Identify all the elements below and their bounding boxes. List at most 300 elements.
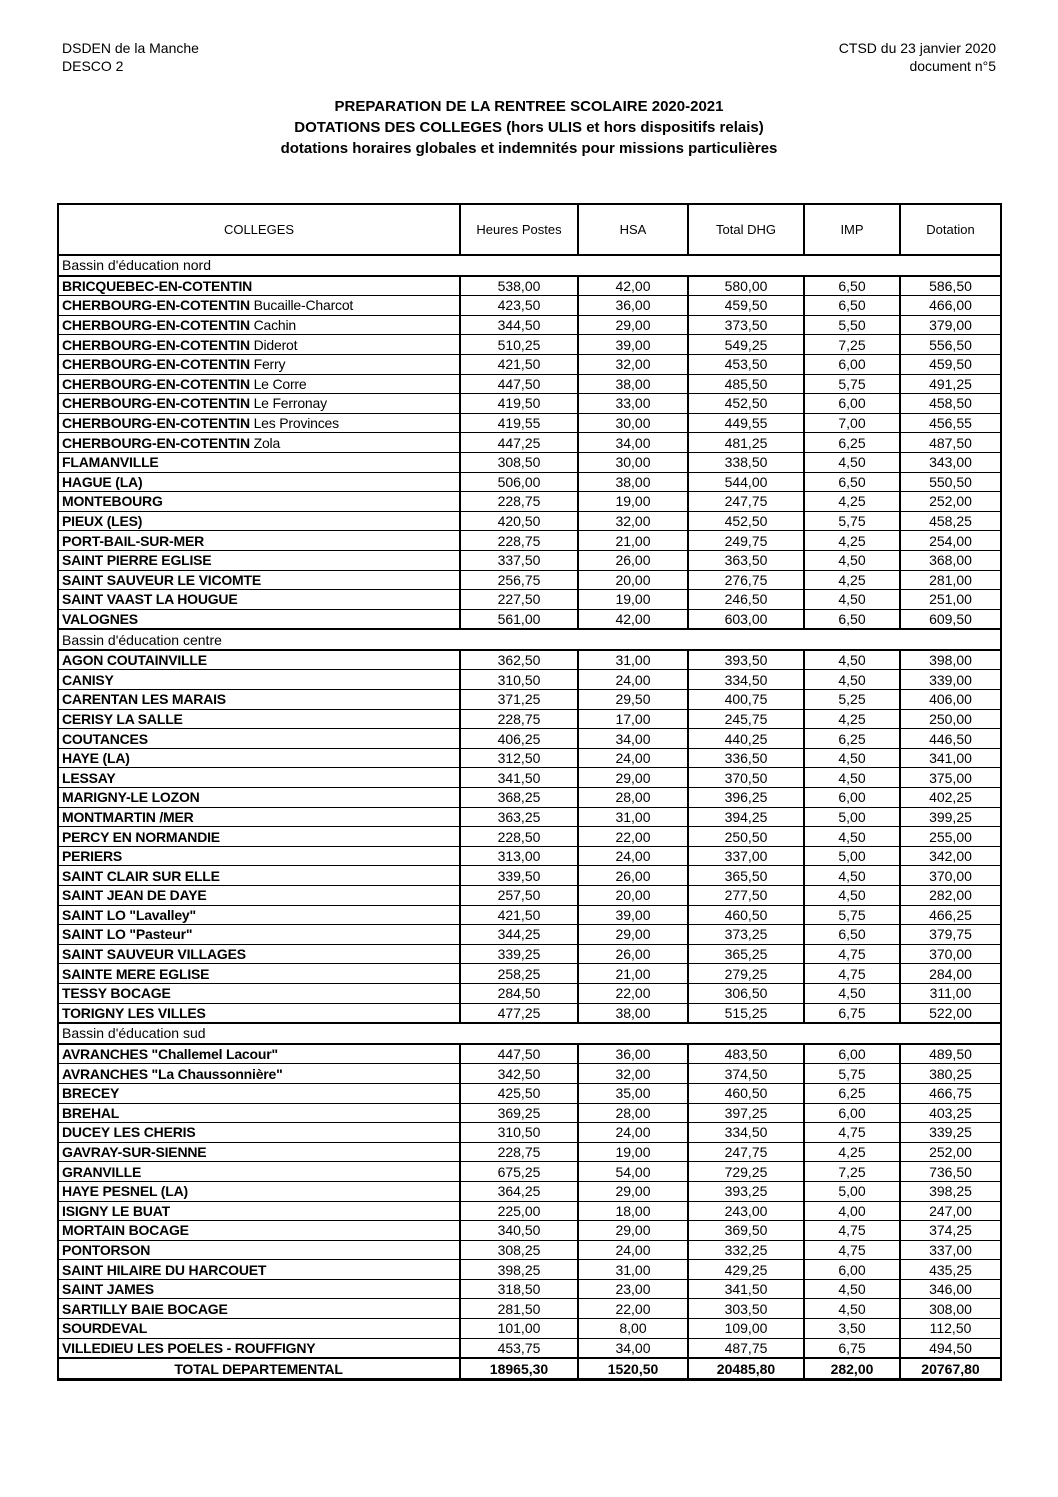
- cell-dotation: 282,00: [900, 886, 1001, 906]
- cell-imp: 5,00: [804, 846, 900, 866]
- college-name: [58, 374, 460, 394]
- cell-hsa: 38,00: [578, 1003, 688, 1023]
- college-name-site: Zola: [249, 434, 281, 451]
- cell-imp: 5,75: [804, 1064, 900, 1084]
- cell-total-dhg: 393,25: [688, 1181, 804, 1201]
- cell-heures-postes: 447,50: [460, 374, 578, 394]
- cell-dotation: 339,25: [900, 1123, 1001, 1143]
- cell-imp: 4,25: [804, 1142, 900, 1162]
- table-row: [58, 709, 1001, 729]
- college-name-main: SAINT PIERRE EGLISE: [62, 552, 212, 569]
- college-name-main: SAINT SAUVEUR VILLAGES: [62, 946, 246, 963]
- cell-dotation: 308,00: [900, 1299, 1001, 1319]
- cell-imp: 6,50: [804, 609, 900, 629]
- college-name-main: CHERBOURG-EN-COTENTIN: [62, 434, 250, 451]
- college-name-site: Le Ferronay: [249, 395, 327, 412]
- col-header-hsa: HSA: [578, 204, 688, 255]
- cell-total-dhg: 544,00: [688, 472, 804, 492]
- table-row: [58, 452, 1001, 472]
- cell-imp: 5,00: [804, 807, 900, 827]
- total-dotation: 20767,80: [900, 1358, 1001, 1379]
- table-header-row: [58, 204, 1001, 255]
- college-name-main: ISIGNY LE BUAT: [62, 1202, 170, 1219]
- college-name-main: CHERBOURG-EN-COTENTIN: [62, 356, 250, 373]
- table-row: [58, 846, 1001, 866]
- cell-imp: 5,00: [804, 1181, 900, 1201]
- table-row: [58, 670, 1001, 690]
- cell-imp: 4,25: [804, 570, 900, 590]
- college-name: [58, 1083, 460, 1103]
- college-name-main: BRECEY: [62, 1085, 120, 1102]
- cell-hsa: 24,00: [578, 1123, 688, 1143]
- cell-hsa: 39,00: [578, 335, 688, 355]
- cell-hsa: 20,00: [578, 886, 688, 906]
- college-name: [58, 1279, 460, 1299]
- cell-total-dhg: 373,50: [688, 315, 804, 335]
- cell-imp: 5,25: [804, 690, 900, 710]
- cell-hsa: 22,00: [578, 983, 688, 1003]
- cell-dotation: 402,25: [900, 788, 1001, 808]
- cell-dotation: 374,25: [900, 1221, 1001, 1241]
- college-name-main: VALOGNES: [62, 610, 138, 627]
- college-name-main: COUTANCES: [62, 730, 148, 747]
- cell-imp: 6,00: [804, 788, 900, 808]
- college-name: [58, 983, 460, 1003]
- cell-hsa: 33,00: [578, 394, 688, 414]
- cell-hsa: 29,00: [578, 1181, 688, 1201]
- table-row: [58, 768, 1001, 788]
- cell-heures-postes: 225,00: [460, 1201, 578, 1221]
- cell-imp: 4,75: [804, 1221, 900, 1241]
- cell-heures-postes: 339,25: [460, 944, 578, 964]
- college-name-main: SAINT SAUVEUR LE VICOMTE: [62, 571, 261, 588]
- cell-imp: 4,50: [804, 768, 900, 788]
- college-name-main: DUCEY LES CHERIS: [62, 1124, 196, 1141]
- cell-heures-postes: 308,25: [460, 1240, 578, 1260]
- cell-dotation: 398,00: [900, 650, 1001, 670]
- table-row: [58, 1260, 1001, 1280]
- table-row: [58, 1083, 1001, 1103]
- table-row: [58, 1064, 1001, 1084]
- cell-heures-postes: 281,50: [460, 1299, 578, 1319]
- cell-hsa: 8,00: [578, 1319, 688, 1339]
- cell-total-dhg: 580,00: [688, 276, 804, 296]
- cell-dotation: 466,75: [900, 1083, 1001, 1103]
- cell-imp: 6,00: [804, 354, 900, 374]
- cell-dotation: 247,00: [900, 1201, 1001, 1221]
- cell-dotation: 458,25: [900, 511, 1001, 531]
- college-name: [58, 1003, 460, 1023]
- title-line-2: DOTATIONS DES COLLEGES (hors ULIS et hors dispositifs relais): [294, 119, 764, 136]
- cell-heures-postes: 363,25: [460, 807, 578, 827]
- college-name: [58, 1123, 460, 1143]
- cell-dotation: 406,00: [900, 690, 1001, 710]
- table-row: [58, 1319, 1001, 1339]
- cell-heures-postes: 477,25: [460, 1003, 578, 1023]
- cell-hsa: 24,00: [578, 846, 688, 866]
- table-row: [58, 276, 1001, 296]
- cell-imp: 6,00: [804, 1260, 900, 1280]
- cell-dotation: 370,00: [900, 944, 1001, 964]
- cell-heures-postes: 453,75: [460, 1338, 578, 1358]
- college-name-main: AGON COUTAINVILLE: [62, 652, 207, 669]
- cell-hsa: 31,00: [578, 1260, 688, 1280]
- cell-total-dhg: 247,75: [688, 1142, 804, 1162]
- college-name: [58, 413, 460, 433]
- cell-imp: 4,50: [804, 1279, 900, 1299]
- cell-total-dhg: 247,75: [688, 492, 804, 512]
- college-name-main: LESSAY: [62, 769, 116, 786]
- col-header-colleges: COLLEGES: [58, 204, 460, 255]
- cell-imp: 4,50: [804, 1299, 900, 1319]
- college-name-main: SOURDEVAL: [62, 1320, 148, 1337]
- cell-hsa: 28,00: [578, 1103, 688, 1123]
- cell-total-dhg: 243,00: [688, 1201, 804, 1221]
- cell-hsa: 19,00: [578, 492, 688, 512]
- cell-heures-postes: 342,50: [460, 1064, 578, 1084]
- college-name-main: PORT-BAIL-SUR-MER: [62, 532, 205, 549]
- table-row: [58, 866, 1001, 886]
- section-row: [58, 1023, 1001, 1044]
- college-name: [58, 709, 460, 729]
- college-name-site: Les Provinces: [249, 415, 339, 432]
- college-name-main: SAINT JEAN DE DAYE: [62, 887, 207, 904]
- cell-hsa: 24,00: [578, 670, 688, 690]
- cell-dotation: 255,00: [900, 827, 1001, 847]
- college-name-main: CHERBOURG-EN-COTENTIN: [62, 297, 250, 314]
- cell-dotation: 375,00: [900, 768, 1001, 788]
- cell-dotation: 339,00: [900, 670, 1001, 690]
- cell-total-dhg: 440,25: [688, 729, 804, 749]
- cell-hsa: 20,00: [578, 570, 688, 590]
- cell-imp: 3,50: [804, 1319, 900, 1339]
- table-row: [58, 315, 1001, 335]
- college-name: [58, 964, 460, 984]
- cell-imp: 6,25: [804, 433, 900, 453]
- college-name: [58, 886, 460, 906]
- cell-imp: 6,00: [804, 1103, 900, 1123]
- cell-hsa: 39,00: [578, 905, 688, 925]
- cell-total-dhg: 453,50: [688, 354, 804, 374]
- cell-dotation: 446,50: [900, 729, 1001, 749]
- cell-total-dhg: 334,50: [688, 1123, 804, 1143]
- college-name-main: CERISY LA SALLE: [62, 710, 183, 727]
- college-name-main: SAINT HILAIRE DU HARCOUET: [62, 1261, 267, 1278]
- college-name-main: MONTEBOURG: [62, 493, 163, 510]
- college-name-main: AVRANCHES "Challemel Lacour": [62, 1046, 278, 1063]
- cell-dotation: 379,75: [900, 925, 1001, 945]
- cell-total-dhg: 393,50: [688, 650, 804, 670]
- cell-hsa: 22,00: [578, 1299, 688, 1319]
- table-row: [58, 925, 1001, 945]
- table-row: [58, 1123, 1001, 1143]
- cell-hsa: 26,00: [578, 866, 688, 886]
- cell-total-dhg: 549,25: [688, 335, 804, 355]
- cell-dotation: 435,25: [900, 1260, 1001, 1280]
- issuer-service: DESCO 2: [62, 58, 124, 74]
- college-name-main: CHERBOURG-EN-COTENTIN: [62, 336, 250, 353]
- cell-heures-postes: 420,50: [460, 511, 578, 531]
- cell-hsa: 22,00: [578, 827, 688, 847]
- cell-heures-postes: 337,50: [460, 550, 578, 570]
- cell-total-dhg: 363,50: [688, 550, 804, 570]
- cell-imp: 4,50: [804, 983, 900, 1003]
- document-title: [0, 96, 1058, 159]
- college-name-main: CARENTAN LES MARAIS: [62, 691, 226, 708]
- table-row: [58, 1240, 1001, 1260]
- cell-hsa: 29,00: [578, 768, 688, 788]
- section-row: [58, 629, 1001, 650]
- cell-hsa: 21,00: [578, 531, 688, 551]
- cell-total-dhg: 277,50: [688, 886, 804, 906]
- cell-hsa: 24,00: [578, 1240, 688, 1260]
- cell-total-dhg: 365,50: [688, 866, 804, 886]
- cell-hsa: 54,00: [578, 1162, 688, 1182]
- col-header-total-dhg: Total DHG: [688, 204, 804, 255]
- cell-imp: 5,75: [804, 511, 900, 531]
- college-name: [58, 729, 460, 749]
- section-label: Bassin d'éducation nord: [58, 255, 1001, 276]
- title-line-1: PREPARATION DE LA RENTREE SCOLAIRE 2020-2021: [334, 98, 724, 115]
- cell-heures-postes: 419,50: [460, 394, 578, 414]
- cell-imp: 4,50: [804, 670, 900, 690]
- cell-heures-postes: 447,50: [460, 1044, 578, 1064]
- cell-dotation: 736,50: [900, 1162, 1001, 1182]
- cell-hsa: 35,00: [578, 1083, 688, 1103]
- cell-imp: 4,25: [804, 709, 900, 729]
- table-row: [58, 433, 1001, 453]
- college-name: [58, 590, 460, 610]
- table-row: [58, 944, 1001, 964]
- cell-imp: 6,00: [804, 394, 900, 414]
- cell-dotation: 311,00: [900, 983, 1001, 1003]
- cell-dotation: 487,50: [900, 433, 1001, 453]
- cell-dotation: 398,25: [900, 1181, 1001, 1201]
- col-header-imp: IMP: [804, 204, 900, 255]
- college-name-main: BRICQUEBEC-EN-COTENTIN: [62, 277, 253, 294]
- college-name: [58, 925, 460, 945]
- college-name-main: CHERBOURG-EN-COTENTIN: [62, 317, 250, 334]
- cell-heures-postes: 310,50: [460, 1123, 578, 1143]
- cell-imp: 7,00: [804, 413, 900, 433]
- cell-dotation: 368,00: [900, 550, 1001, 570]
- college-name-main: TESSY BOCAGE: [62, 985, 171, 1002]
- table-row: [58, 729, 1001, 749]
- cell-hsa: 34,00: [578, 433, 688, 453]
- cell-imp: 6,50: [804, 925, 900, 945]
- cell-heures-postes: 425,50: [460, 1083, 578, 1103]
- table-row: [58, 1221, 1001, 1241]
- cell-total-dhg: 341,50: [688, 1279, 804, 1299]
- table-row: [58, 1279, 1001, 1299]
- cell-heures-postes: 506,00: [460, 472, 578, 492]
- cell-heures-postes: 227,50: [460, 590, 578, 610]
- cell-hsa: 30,00: [578, 413, 688, 433]
- cell-imp: 7,25: [804, 1162, 900, 1182]
- college-name-site: Diderot: [249, 336, 298, 353]
- table-row: [58, 905, 1001, 925]
- cell-imp: 6,75: [804, 1338, 900, 1358]
- cell-total-dhg: 332,25: [688, 1240, 804, 1260]
- cell-heures-postes: 341,50: [460, 768, 578, 788]
- cell-total-dhg: 603,00: [688, 609, 804, 629]
- table-body: [58, 255, 1001, 1379]
- cell-total-dhg: 460,50: [688, 905, 804, 925]
- college-name-main: VILLEDIEU LES POELES - ROUFFIGNY: [62, 1339, 316, 1356]
- cell-hsa: 29,00: [578, 1221, 688, 1241]
- table-row: [58, 1103, 1001, 1123]
- college-name: [58, 1338, 460, 1358]
- cell-total-dhg: 334,50: [688, 670, 804, 690]
- cell-hsa: 28,00: [578, 788, 688, 808]
- college-name-site: Ferry: [249, 356, 286, 373]
- table-row: [58, 531, 1001, 551]
- college-name-site: Cachin: [249, 317, 296, 334]
- college-name: [58, 1044, 460, 1064]
- cell-total-dhg: 303,50: [688, 1299, 804, 1319]
- cell-heures-postes: 101,00: [460, 1319, 578, 1339]
- cell-total-dhg: 483,50: [688, 1044, 804, 1064]
- cell-heures-postes: 312,50: [460, 748, 578, 768]
- table-row: [58, 964, 1001, 984]
- cell-hsa: 32,00: [578, 354, 688, 374]
- college-name: [58, 492, 460, 512]
- cell-hsa: 38,00: [578, 374, 688, 394]
- cell-imp: 6,25: [804, 729, 900, 749]
- cell-total-dhg: 306,50: [688, 983, 804, 1003]
- college-name-main: PONTORSON: [62, 1241, 151, 1258]
- college-name-main: CHERBOURG-EN-COTENTIN: [62, 415, 250, 432]
- cell-heures-postes: 228,75: [460, 1142, 578, 1162]
- cell-dotation: 342,00: [900, 846, 1001, 866]
- col-header-heures-postes: Heures Postes: [460, 204, 578, 255]
- cell-imp: 4,25: [804, 492, 900, 512]
- total-imp: 282,00: [804, 1358, 900, 1379]
- cell-total-dhg: 459,50: [688, 296, 804, 316]
- cell-total-dhg: 109,00: [688, 1319, 804, 1339]
- cell-imp: 6,50: [804, 276, 900, 296]
- cell-imp: 4,50: [804, 590, 900, 610]
- cell-dotation: 403,25: [900, 1103, 1001, 1123]
- college-name: [58, 1142, 460, 1162]
- cell-heures-postes: 447,25: [460, 433, 578, 453]
- table-row: [58, 1162, 1001, 1182]
- college-name: [58, 1201, 460, 1221]
- table-row: [58, 511, 1001, 531]
- cell-total-dhg: 400,75: [688, 690, 804, 710]
- college-name: [58, 394, 460, 414]
- cell-heures-postes: 419,55: [460, 413, 578, 433]
- table-row: [58, 650, 1001, 670]
- college-name: [58, 768, 460, 788]
- cell-hsa: 32,00: [578, 1064, 688, 1084]
- cell-heures-postes: 423,50: [460, 296, 578, 316]
- college-name: [58, 354, 460, 374]
- cell-hsa: 42,00: [578, 609, 688, 629]
- cell-dotation: 337,00: [900, 1240, 1001, 1260]
- college-name-main: HAGUE (LA): [62, 473, 143, 490]
- cell-total-dhg: 452,50: [688, 394, 804, 414]
- cell-imp: 6,25: [804, 1083, 900, 1103]
- cell-hsa: 23,00: [578, 1279, 688, 1299]
- table-row: [58, 492, 1001, 512]
- table-row: [58, 827, 1001, 847]
- cell-hsa: 21,00: [578, 964, 688, 984]
- cell-imp: 5,75: [804, 374, 900, 394]
- cell-total-dhg: 729,25: [688, 1162, 804, 1182]
- college-name: [58, 1319, 460, 1339]
- college-name: [58, 609, 460, 629]
- cell-dotation: 456,55: [900, 413, 1001, 433]
- cell-dotation: 522,00: [900, 1003, 1001, 1023]
- cell-dotation: 346,00: [900, 1279, 1001, 1299]
- cell-imp: 4,50: [804, 748, 900, 768]
- cell-hsa: 24,00: [578, 748, 688, 768]
- cell-total-dhg: 449,55: [688, 413, 804, 433]
- table-row: [58, 788, 1001, 808]
- cell-heures-postes: 308,50: [460, 452, 578, 472]
- cell-heures-postes: 228,50: [460, 827, 578, 847]
- cell-imp: 4,50: [804, 550, 900, 570]
- college-name-main: PERIERS: [62, 848, 123, 865]
- college-name-site: Bucaille-Charcot: [249, 297, 354, 314]
- total-total-dhg: 20485,80: [688, 1358, 804, 1379]
- college-name: [58, 315, 460, 335]
- cell-total-dhg: 279,25: [688, 964, 804, 984]
- college-name-site: Le Corre: [249, 375, 307, 392]
- cell-hsa: 30,00: [578, 452, 688, 472]
- college-name: [58, 511, 460, 531]
- cell-heures-postes: 561,00: [460, 609, 578, 629]
- table-row: [58, 1299, 1001, 1319]
- cell-total-dhg: 429,25: [688, 1260, 804, 1280]
- college-name: [58, 807, 460, 827]
- total-hsa: 1520,50: [578, 1358, 688, 1379]
- cell-total-dhg: 397,25: [688, 1103, 804, 1123]
- table-row: [58, 690, 1001, 710]
- college-name: [58, 570, 460, 590]
- cell-hsa: 34,00: [578, 729, 688, 749]
- document-number: document n°5: [909, 58, 996, 74]
- cell-dotation: 370,00: [900, 866, 1001, 886]
- college-name: [58, 452, 460, 472]
- cell-heures-postes: 284,50: [460, 983, 578, 1003]
- table-row: [58, 886, 1001, 906]
- college-name: [58, 1240, 460, 1260]
- cell-heures-postes: 228,75: [460, 531, 578, 551]
- cell-heures-postes: 371,25: [460, 690, 578, 710]
- cell-imp: 4,50: [804, 886, 900, 906]
- cell-total-dhg: 276,75: [688, 570, 804, 590]
- cell-dotation: 466,25: [900, 905, 1001, 925]
- college-name: [58, 1299, 460, 1319]
- college-name: [58, 296, 460, 316]
- college-name: [58, 650, 460, 670]
- cell-heures-postes: 538,00: [460, 276, 578, 296]
- title-line-3: dotations horaires globales et indemnités pour missions particulières: [280, 140, 778, 157]
- cell-total-dhg: 365,25: [688, 944, 804, 964]
- cell-hsa: 19,00: [578, 590, 688, 610]
- table-row: [58, 374, 1001, 394]
- cell-hsa: 42,00: [578, 276, 688, 296]
- cell-dotation: 254,00: [900, 531, 1001, 551]
- college-name: [58, 827, 460, 847]
- college-name: [58, 1162, 460, 1182]
- cell-imp: 4,50: [804, 827, 900, 847]
- cell-total-dhg: 336,50: [688, 748, 804, 768]
- cell-imp: 4,00: [804, 1201, 900, 1221]
- cell-hsa: 38,00: [578, 472, 688, 492]
